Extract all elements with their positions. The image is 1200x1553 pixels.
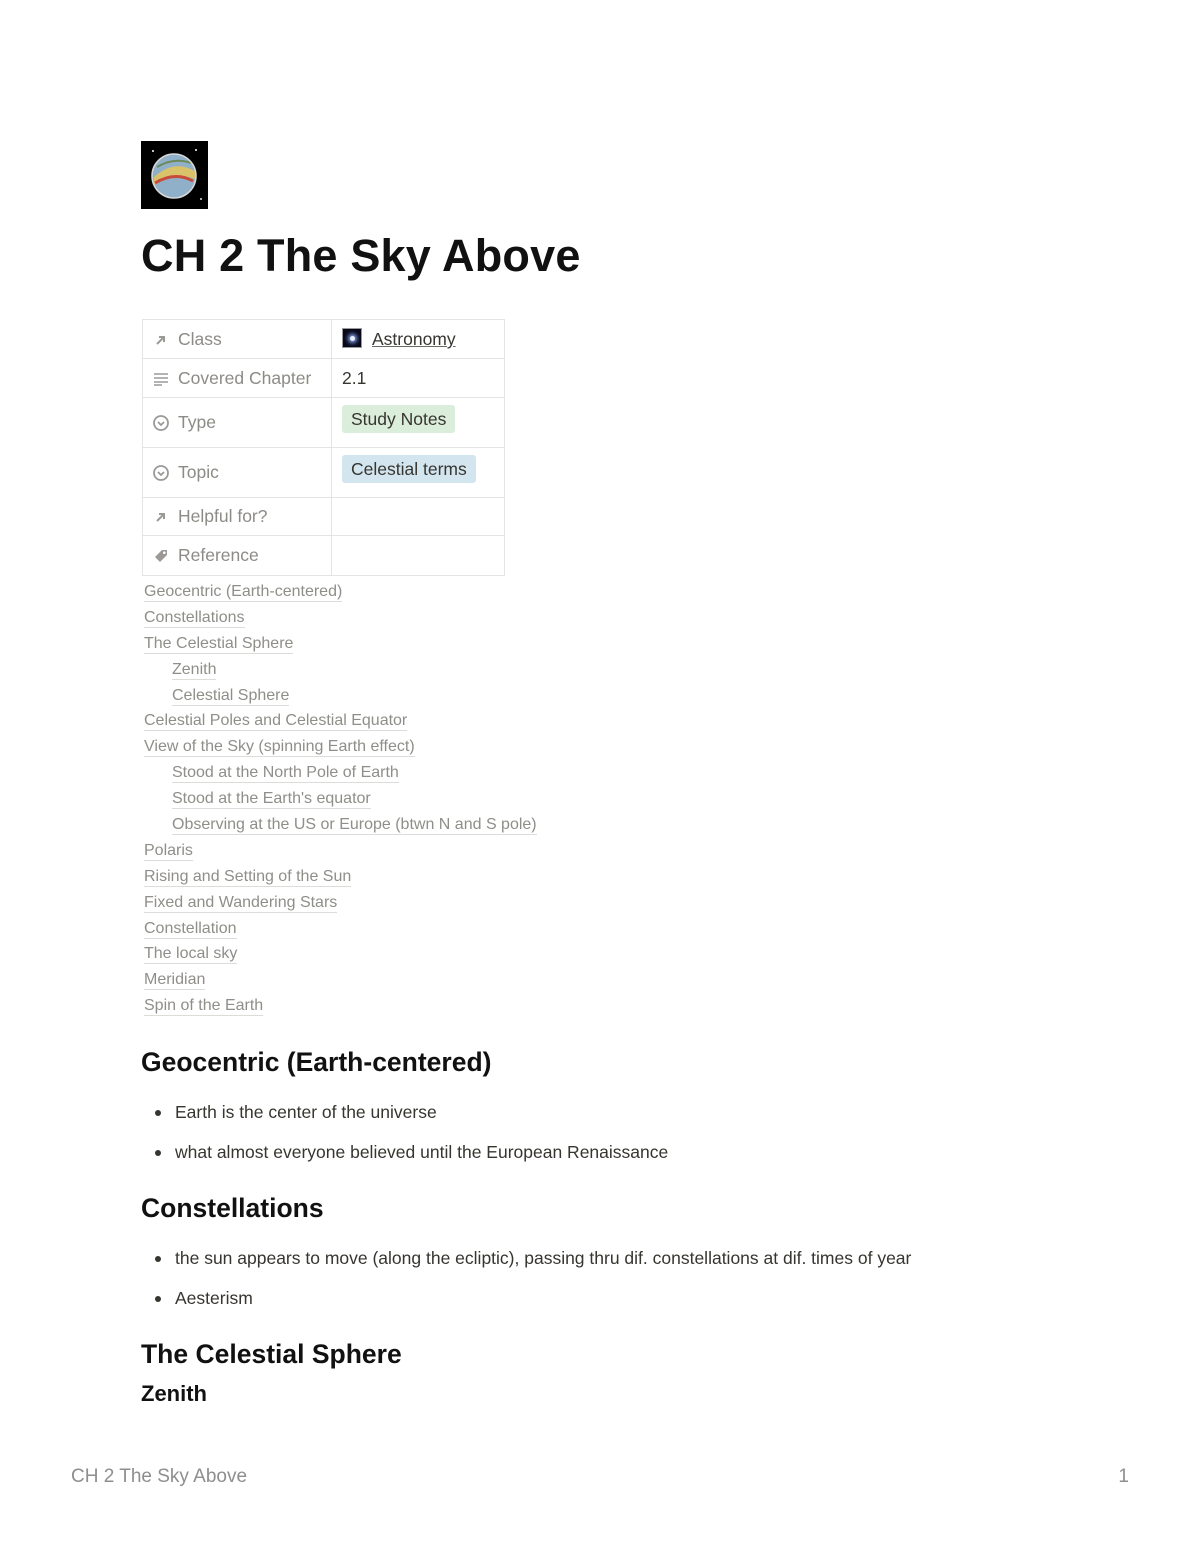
bullet-list: [141, 1238, 1101, 1318]
toc-item[interactable]: Geocentric (Earth-centered): [144, 583, 343, 600]
class-link[interactable]: Astronomy: [372, 329, 456, 349]
page-title: CH 2 The Sky Above: [141, 230, 581, 281]
property-value-empty[interactable]: [332, 536, 505, 576]
toc-subitem[interactable]: Celestial Sphere: [172, 686, 290, 704]
toc-item[interactable]: View of the Sky (spinning Earth effect): [144, 738, 415, 756]
select-chevron-icon: [153, 415, 169, 431]
toc-item[interactable]: Celestial Poles and Celestial Equator: [144, 712, 408, 730]
toc-item[interactable]: Fixed and Wandering Stars: [144, 893, 338, 911]
properties-table: [142, 319, 505, 576]
page-icon: [141, 141, 208, 209]
property-label: Topic: [178, 462, 219, 482]
property-label: Covered Chapter: [178, 367, 312, 388]
property-value-empty[interactable]: [332, 498, 505, 536]
toc-item[interactable]: Meridian: [144, 971, 206, 989]
arrow-northeast-icon: [153, 332, 169, 348]
toc-subitem[interactable]: Observing at the US or Europe (btwn N and S pole): [172, 816, 537, 834]
bullet-item: Earth is the center of the universe: [175, 1092, 1101, 1132]
heading-geocentric: Geocentric (Earth-centered): [141, 1047, 492, 1077]
nebula-thumbnail-icon: [342, 328, 362, 348]
toc-item[interactable]: Rising and Setting of the Sun: [144, 867, 352, 885]
property-value[interactable]: 2.1: [332, 359, 505, 398]
property-row-reference[interactable]: [143, 536, 505, 576]
toc-item[interactable]: Polaris: [144, 841, 193, 859]
property-row-class[interactable]: [143, 320, 505, 359]
toc-item[interactable]: Constellation: [144, 919, 237, 937]
toc-item[interactable]: The Celestial Sphere: [144, 634, 294, 652]
bullet-item: what almost everyone believed until the European Renaissance: [175, 1132, 1101, 1172]
heading-celestial-sphere: The Celestial Sphere: [141, 1339, 402, 1369]
type-tag[interactable]: Study Notes: [342, 405, 455, 433]
property-label: Helpful for?: [178, 506, 268, 526]
property-row-type[interactable]: [143, 398, 505, 448]
property-row-covered-chapter[interactable]: [143, 359, 505, 398]
property-label: Class: [178, 328, 222, 349]
topic-tag[interactable]: Celestial terms: [342, 455, 476, 483]
property-label: Reference: [178, 545, 259, 565]
toc-item[interactable]: Spin of the Earth: [144, 997, 264, 1015]
page-number: 1: [1118, 1466, 1129, 1487]
toc-subitem[interactable]: Stood at the Earth's equator: [172, 790, 371, 808]
table-of-contents: [144, 581, 537, 1021]
bullet-item: the sun appears to move (along the ecliptic), passing thru dif. constellations at dif. times of year: [175, 1238, 1101, 1278]
page-content: [141, 1040, 1101, 1412]
select-chevron-icon: [153, 465, 169, 481]
toc-item[interactable]: The local sky: [144, 945, 238, 963]
tag-label-icon: [153, 548, 169, 564]
property-row-helpful-for[interactable]: [143, 498, 505, 536]
text-lines-icon: [153, 371, 169, 387]
globe-sky-icon: [141, 141, 208, 209]
footer-title: CH 2 The Sky Above: [71, 1466, 248, 1487]
property-row-topic[interactable]: [143, 448, 505, 498]
arrow-northeast-icon: [153, 509, 169, 525]
heading-zenith: Zenith: [141, 1381, 207, 1406]
property-label: Type: [178, 412, 216, 432]
bullet-list: [141, 1092, 1101, 1172]
toc-subitem[interactable]: Zenith: [172, 660, 217, 678]
heading-constellations: Constellations: [141, 1193, 324, 1223]
bullet-item: Aesterism: [175, 1278, 1101, 1318]
toc-item[interactable]: Constellations: [144, 608, 245, 626]
toc-subitem[interactable]: Stood at the North Pole of Earth: [172, 764, 399, 782]
